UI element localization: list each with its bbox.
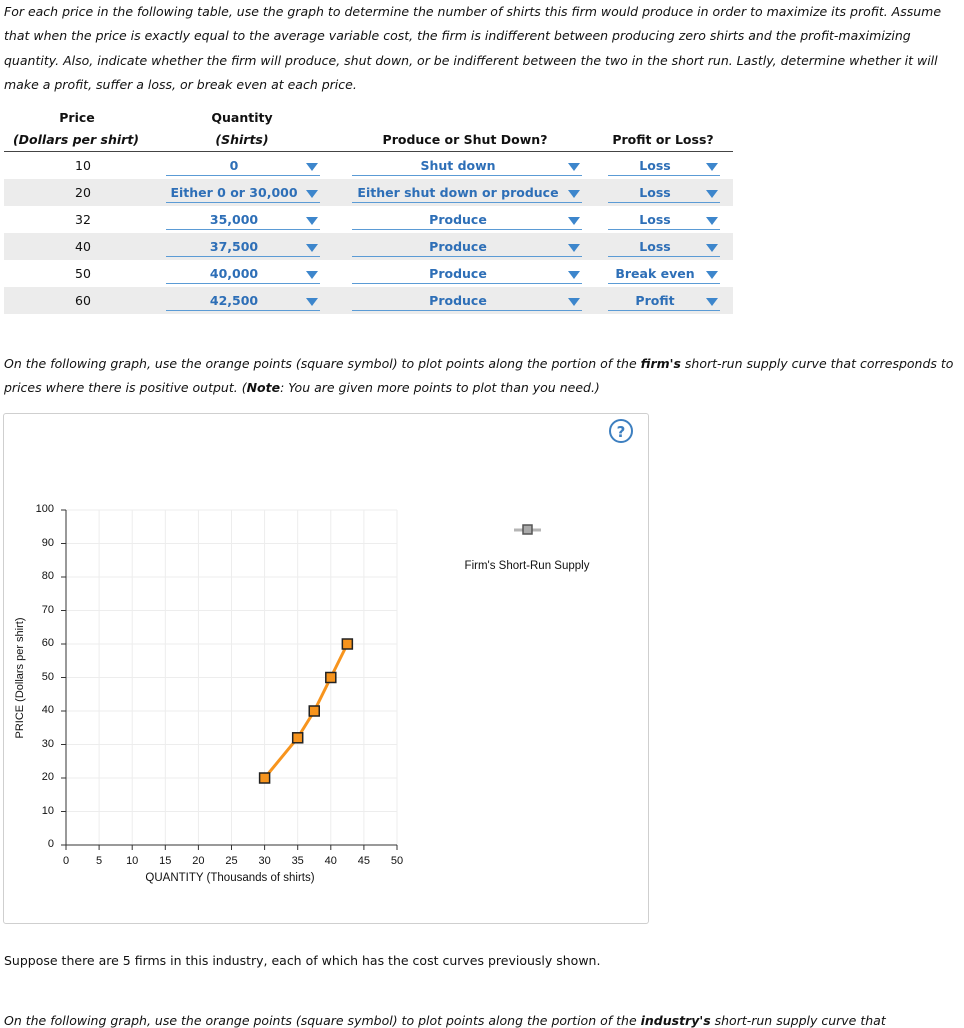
legend-label: Firm's Short-Run Supply (464, 560, 590, 572)
price-cell: 10 (75, 158, 91, 173)
y-tick-label: 60 (41, 637, 54, 649)
produce-dropdown[interactable] (352, 182, 582, 203)
table-row (4, 206, 733, 233)
x-tick-label: 40 (324, 855, 337, 867)
x-tick-label: 10 (126, 855, 139, 867)
y-tick-label: 100 (35, 503, 54, 515)
chevron-down-icon (306, 163, 318, 171)
industry-text: Suppose there are 5 firms in this industry, each of which has the cost curves previously shown. (4, 953, 601, 968)
table-row (4, 287, 733, 314)
profit-value: Profit (635, 293, 675, 308)
chevron-down-icon (706, 298, 718, 306)
table-row (4, 233, 733, 260)
price-units-header: (Dollars per shirt) (12, 132, 140, 147)
chevron-down-icon (306, 217, 318, 225)
y-tick-label: 90 (41, 536, 54, 549)
y-tick-label: 70 (41, 603, 54, 616)
next-instructions-part: On the following graph, use the orange points (square symbol) to plot points along the portion of the (4, 1013, 641, 1028)
price-cell: 50 (75, 266, 91, 281)
chevron-down-icon (568, 217, 580, 225)
x-tick-label: 0 (62, 855, 70, 867)
y-tick-label: 10 (41, 804, 54, 817)
chevron-down-icon (568, 190, 580, 198)
table-row (4, 152, 733, 179)
chevron-down-icon (706, 163, 718, 171)
profit-dropdown[interactable] (608, 182, 720, 203)
quantity-dropdown[interactable] (166, 182, 320, 203)
quantity-value: 37,500 (209, 239, 259, 254)
produce-value: Produce (429, 266, 487, 281)
graph-instructions-part: On the following graph, use the orange points (square symbol) to plot points along the portion of the (4, 356, 641, 371)
quantity-value: 40,000 (209, 266, 259, 281)
instructions-text: For each price in the following table, use the graph to determine the number of shirts this firm would produce in order to maximize its profit. Assume that when the price is exactly equal to the average variable cost, the firm is indifferent between producing zero shirts and the profit-maximizing quantity. Also, indicate whether the firm will produce, shut down, or be indifferent between the two in the short run. Lastly, determine whether it will make a profit, suffer a loss, or break even at each price. (4, 4, 942, 92)
graph-panel (3, 413, 649, 924)
price-cell: 32 (75, 212, 91, 227)
x-tick-label: 50 (390, 855, 404, 867)
quantity-header: Quantity (211, 110, 273, 125)
y-axis-label: PRICE (Dollars per shirt) (14, 617, 26, 739)
next-instructions-part: short-run supply curve that (710, 1013, 886, 1028)
chevron-down-icon (706, 217, 718, 225)
x-tick-label: 25 (225, 855, 238, 867)
price-header: Price (59, 110, 95, 125)
chevron-down-icon (568, 298, 580, 306)
y-tick-label: 20 (41, 771, 54, 783)
graph-instructions-part: : You are given more points to plot than you need.) (280, 380, 600, 395)
profit-dropdown[interactable] (608, 290, 720, 311)
produce-value: Produce (429, 239, 487, 254)
chevron-down-icon (306, 190, 318, 198)
x-tick-label: 30 (258, 855, 271, 867)
graph-instructions-part: short-run supply curve that corresponds to prices where there is positive output. ( (4, 356, 954, 395)
profit-value: Loss (639, 239, 671, 254)
chevron-down-icon (568, 163, 580, 171)
firm-emphasis: firm's (640, 356, 681, 371)
chevron-down-icon (306, 298, 318, 306)
x-tick-label: 45 (357, 855, 371, 867)
table-row (4, 179, 733, 206)
produce-value: Produce (429, 212, 487, 227)
chevron-down-icon (706, 190, 718, 198)
quantity-value: 35,000 (209, 212, 259, 227)
profit-dropdown[interactable] (608, 263, 720, 284)
y-tick-label: 80 (41, 570, 54, 582)
profit-value: Loss (639, 212, 671, 227)
graph-instructions (4, 352, 954, 400)
chevron-down-icon (568, 244, 580, 252)
x-tick-label: 35 (291, 855, 304, 867)
profit-dropdown[interactable] (608, 236, 720, 257)
quantity-dropdown[interactable] (166, 263, 320, 284)
price-cell: 40 (75, 239, 91, 254)
quantity-value: 0 (229, 158, 239, 173)
y-tick-label: 0 (47, 838, 54, 850)
quantity-value: Either 0 or 30,000 (170, 185, 298, 200)
produce-value: Shut down (420, 158, 496, 173)
x-tick-label: 15 (159, 855, 172, 867)
profit-value: Loss (639, 158, 671, 173)
quantity-units-header: (Shirts) (215, 132, 269, 147)
chevron-down-icon (568, 271, 580, 279)
industry-emphasis: industry's (640, 1013, 711, 1028)
table-row (4, 260, 733, 287)
quantity-dropdown[interactable] (166, 236, 320, 257)
produce-dropdown[interactable] (352, 236, 582, 257)
chevron-down-icon (706, 271, 718, 279)
quantity-dropdown[interactable] (166, 290, 320, 311)
profit-value: Break even (615, 266, 695, 281)
note-emphasis: Note (246, 380, 281, 395)
y-tick-label: 40 (41, 704, 54, 716)
produce-header: Produce or Shut Down? (382, 132, 548, 147)
profit-dropdown[interactable] (608, 155, 720, 176)
produce-dropdown[interactable] (352, 290, 582, 311)
help-icon[interactable]: ? (609, 419, 633, 443)
produce-value: Either shut down or produce (357, 185, 559, 200)
profit-header: Profit or Loss? (612, 132, 714, 147)
chevron-down-icon (306, 244, 318, 252)
chevron-down-icon (706, 244, 718, 252)
x-tick-label: 20 (192, 855, 205, 867)
produce-dropdown[interactable] (352, 155, 582, 176)
price-cell: 60 (75, 293, 91, 308)
produce-dropdown[interactable] (352, 263, 582, 284)
produce-value: Produce (429, 293, 487, 308)
profit-dropdown[interactable] (608, 209, 720, 230)
quantity-value: 42,500 (209, 293, 259, 308)
chevron-down-icon (306, 271, 318, 279)
x-axis-label: QUANTITY (Thousands of shirts) (145, 872, 315, 884)
price-cell: 20 (75, 185, 91, 200)
next-instructions-text (4, 1013, 964, 1028)
y-tick-label: 30 (41, 737, 54, 750)
profit-value: Loss (639, 185, 671, 200)
quantity-dropdown[interactable] (166, 155, 320, 176)
quantity-dropdown[interactable] (166, 209, 320, 230)
produce-dropdown[interactable] (352, 209, 582, 230)
x-tick-label: 5 (96, 855, 103, 867)
y-tick-label: 50 (41, 670, 54, 683)
